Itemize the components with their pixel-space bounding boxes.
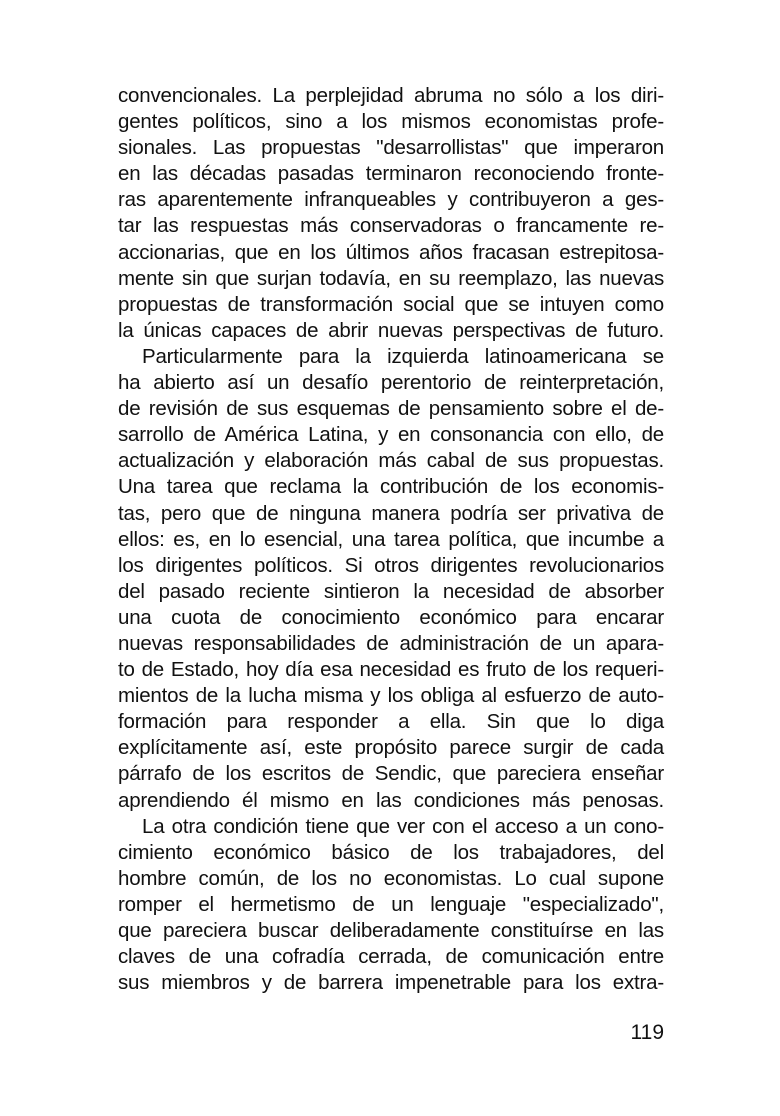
text-line: propuestas de transformación social que se intuyen como bbox=[118, 292, 664, 316]
text-line: cimiento económico básico de los trabajadores, del bbox=[118, 840, 664, 864]
text-line: ha abierto así un desafío perentorio de reinterpretación, bbox=[118, 371, 664, 395]
text-line: accionarias, que en los últimos años fracasan estrepitosa- bbox=[118, 240, 664, 264]
text-line: párrafo de los escritos de Sendic, que pareciera enseñar bbox=[118, 762, 664, 786]
text-line: en las décadas pasadas terminaron reconociendo fronte- bbox=[118, 162, 664, 186]
text-line: una cuota de conocimiento económico para encarar bbox=[118, 605, 664, 629]
text-line: gentes políticos, sino a los mismos economistas profe- bbox=[118, 110, 664, 134]
body-text bbox=[118, 83, 664, 996]
text-line: del pasado reciente sintieron la necesidad de absorber bbox=[118, 579, 664, 603]
text-line: to de Estado, hoy día esa necesidad es fruto de los requeri- bbox=[118, 658, 664, 682]
text-line: ellos: es, en lo esencial, una tarea política, que incumbe a bbox=[118, 527, 664, 551]
text-line: convencionales. La perplejidad abruma no sólo a los diri- bbox=[118, 84, 664, 107]
text-line: La otra condición tiene que ver con el acceso a un cono- bbox=[142, 814, 664, 838]
text-line: ras aparentemente infranqueables y contribuyeron a ges- bbox=[118, 188, 664, 212]
text-line: claves de una cofradía cerrada, de comunicación entre bbox=[118, 945, 664, 969]
text-line: los dirigentes políticos. Si otros dirigentes revolucionarios bbox=[118, 553, 664, 577]
text-line: de revisión de sus esquemas de pensamiento sobre el de- bbox=[118, 397, 664, 421]
text-line: formación para responder a ella. Sin que lo diga bbox=[118, 710, 664, 734]
text-line: tar las respuestas más conservadoras o francamente re- bbox=[118, 214, 664, 238]
text-line: explícitamente así, este propósito parece surgir de cada bbox=[118, 736, 664, 760]
text-line: hombre común, de los no economistas. Lo cual supone bbox=[118, 866, 664, 890]
text-line: nuevas responsabilidades de administración de un apara- bbox=[118, 631, 664, 655]
text-line: Una tarea que reclama la contribución de los economis- bbox=[118, 475, 664, 499]
page-number: 119 bbox=[630, 1021, 664, 1044]
text-line: romper el hermetismo de un lenguaje "especializado", bbox=[118, 892, 664, 916]
text-line: sionales. Las propuestas "desarrollistas" que imperaron bbox=[118, 136, 664, 160]
text-line: mientos de la lucha misma y los obliga al esfuerzo de auto- bbox=[118, 684, 664, 708]
text-line: la únicas capaces de abrir nuevas perspectivas de futuro. bbox=[118, 318, 664, 342]
text-line: tas, pero que de ninguna manera podría ser privativa de bbox=[118, 501, 664, 525]
text-line: mente sin que surjan todavía, en su reemplazo, las nuevas bbox=[118, 266, 664, 290]
text-line: aprendiendo él mismo en las condiciones más penosas. bbox=[118, 788, 664, 812]
text-line: sarrollo de América Latina, y en consonancia con ello, de bbox=[118, 423, 664, 447]
text-line: que pareciera buscar deliberadamente constituírse en las bbox=[118, 919, 664, 942]
text-line: Particularmente para la izquierda latinoamericana se bbox=[142, 344, 664, 368]
text-line: actualización y elaboración más cabal de sus propuestas. bbox=[118, 449, 664, 473]
text-line: sus miembros y de barrera impenetrable para los extra- bbox=[118, 971, 664, 995]
